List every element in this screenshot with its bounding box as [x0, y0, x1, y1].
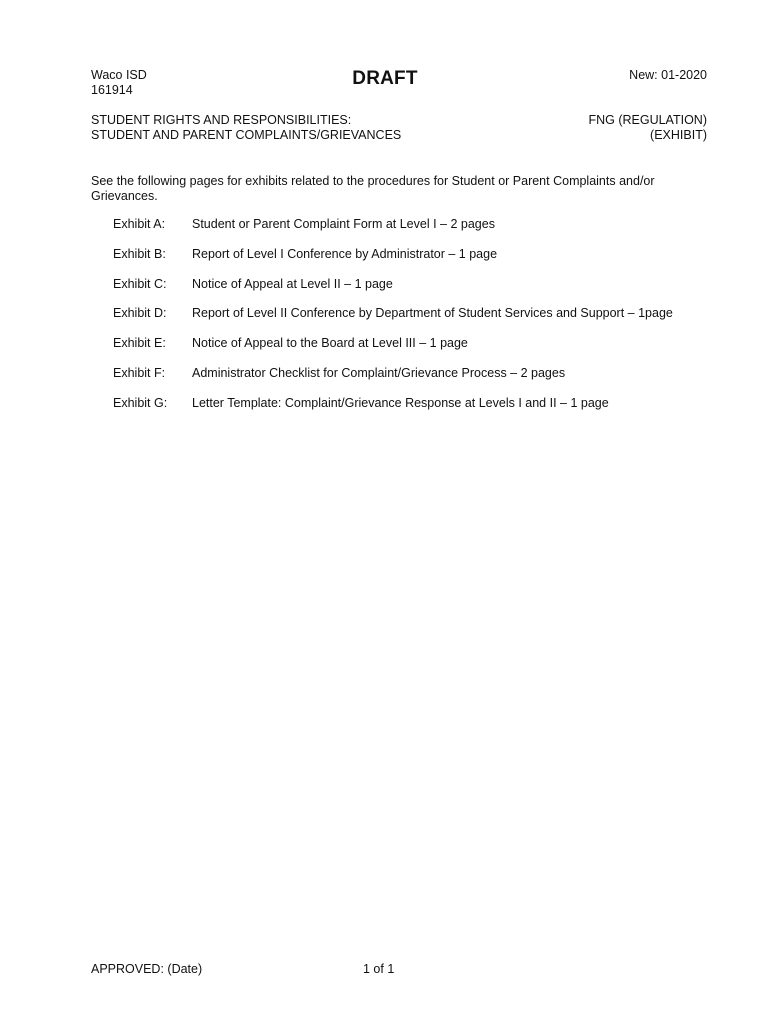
- exhibit-description: Report of Level II Conference by Department of Student Services and Support – 1page: [192, 306, 673, 321]
- exhibit-item: [113, 247, 713, 277]
- exhibit-description: Report of Level I Conference by Administrator – 1 page: [192, 246, 498, 261]
- exhibit-description: Administrator Checklist for Complaint/Grievance Process – 2 pages: [192, 365, 566, 380]
- policy-code-line-2: (EXHIBIT): [650, 128, 707, 142]
- exhibit-label: Exhibit F:: [113, 365, 166, 380]
- exhibit-item: [113, 366, 713, 396]
- exhibit-label: Exhibit E:: [113, 336, 166, 351]
- approved-date-label: APPROVED: (Date): [91, 962, 203, 976]
- exhibit-label: Exhibit D:: [113, 306, 167, 321]
- exhibit-label: Exhibit G:: [113, 395, 168, 410]
- policy-code: [588, 113, 707, 143]
- exhibit-item: [113, 306, 713, 336]
- draft-watermark: DRAFT: [352, 68, 418, 89]
- policy-title: [91, 113, 401, 143]
- exhibit-item: [113, 396, 713, 426]
- policy-title-line-1: STUDENT RIGHTS AND RESPONSIBILITIES:: [91, 113, 352, 127]
- policy-code-line-1: FNG (REGULATION): [588, 113, 707, 127]
- exhibit-item: [113, 217, 713, 247]
- page-number: 1 of 1: [363, 962, 395, 976]
- exhibit-list: [113, 217, 713, 426]
- district-name: Waco ISD: [91, 68, 147, 82]
- exhibit-label: Exhibit B:: [113, 246, 166, 261]
- district-number: 161914: [91, 83, 133, 97]
- exhibit-label: Exhibit C:: [113, 276, 167, 291]
- exhibit-item: [113, 336, 713, 366]
- exhibit-description: Notice of Appeal at Level II – 1 page: [192, 276, 393, 291]
- policy-title-line-2: STUDENT AND PARENT COMPLAINTS/GRIEVANCES: [91, 128, 402, 142]
- exhibit-description: Notice of Appeal to the Board at Level III – 1 page: [192, 336, 468, 351]
- intro-paragraph: See the following pages for exhibits related to the procedures for Student or Parent Complaints and/or Grievances.: [91, 174, 655, 203]
- new-date: New: 01-2020: [629, 68, 707, 82]
- exhibit-description: Letter Template: Complaint/Grievance Response at Levels I and II – 1 page: [192, 395, 609, 410]
- exhibit-label: Exhibit A:: [113, 217, 166, 231]
- exhibit-description: Student or Parent Complaint Form at Level I – 2 pages: [192, 217, 495, 231]
- exhibit-item: [113, 277, 713, 307]
